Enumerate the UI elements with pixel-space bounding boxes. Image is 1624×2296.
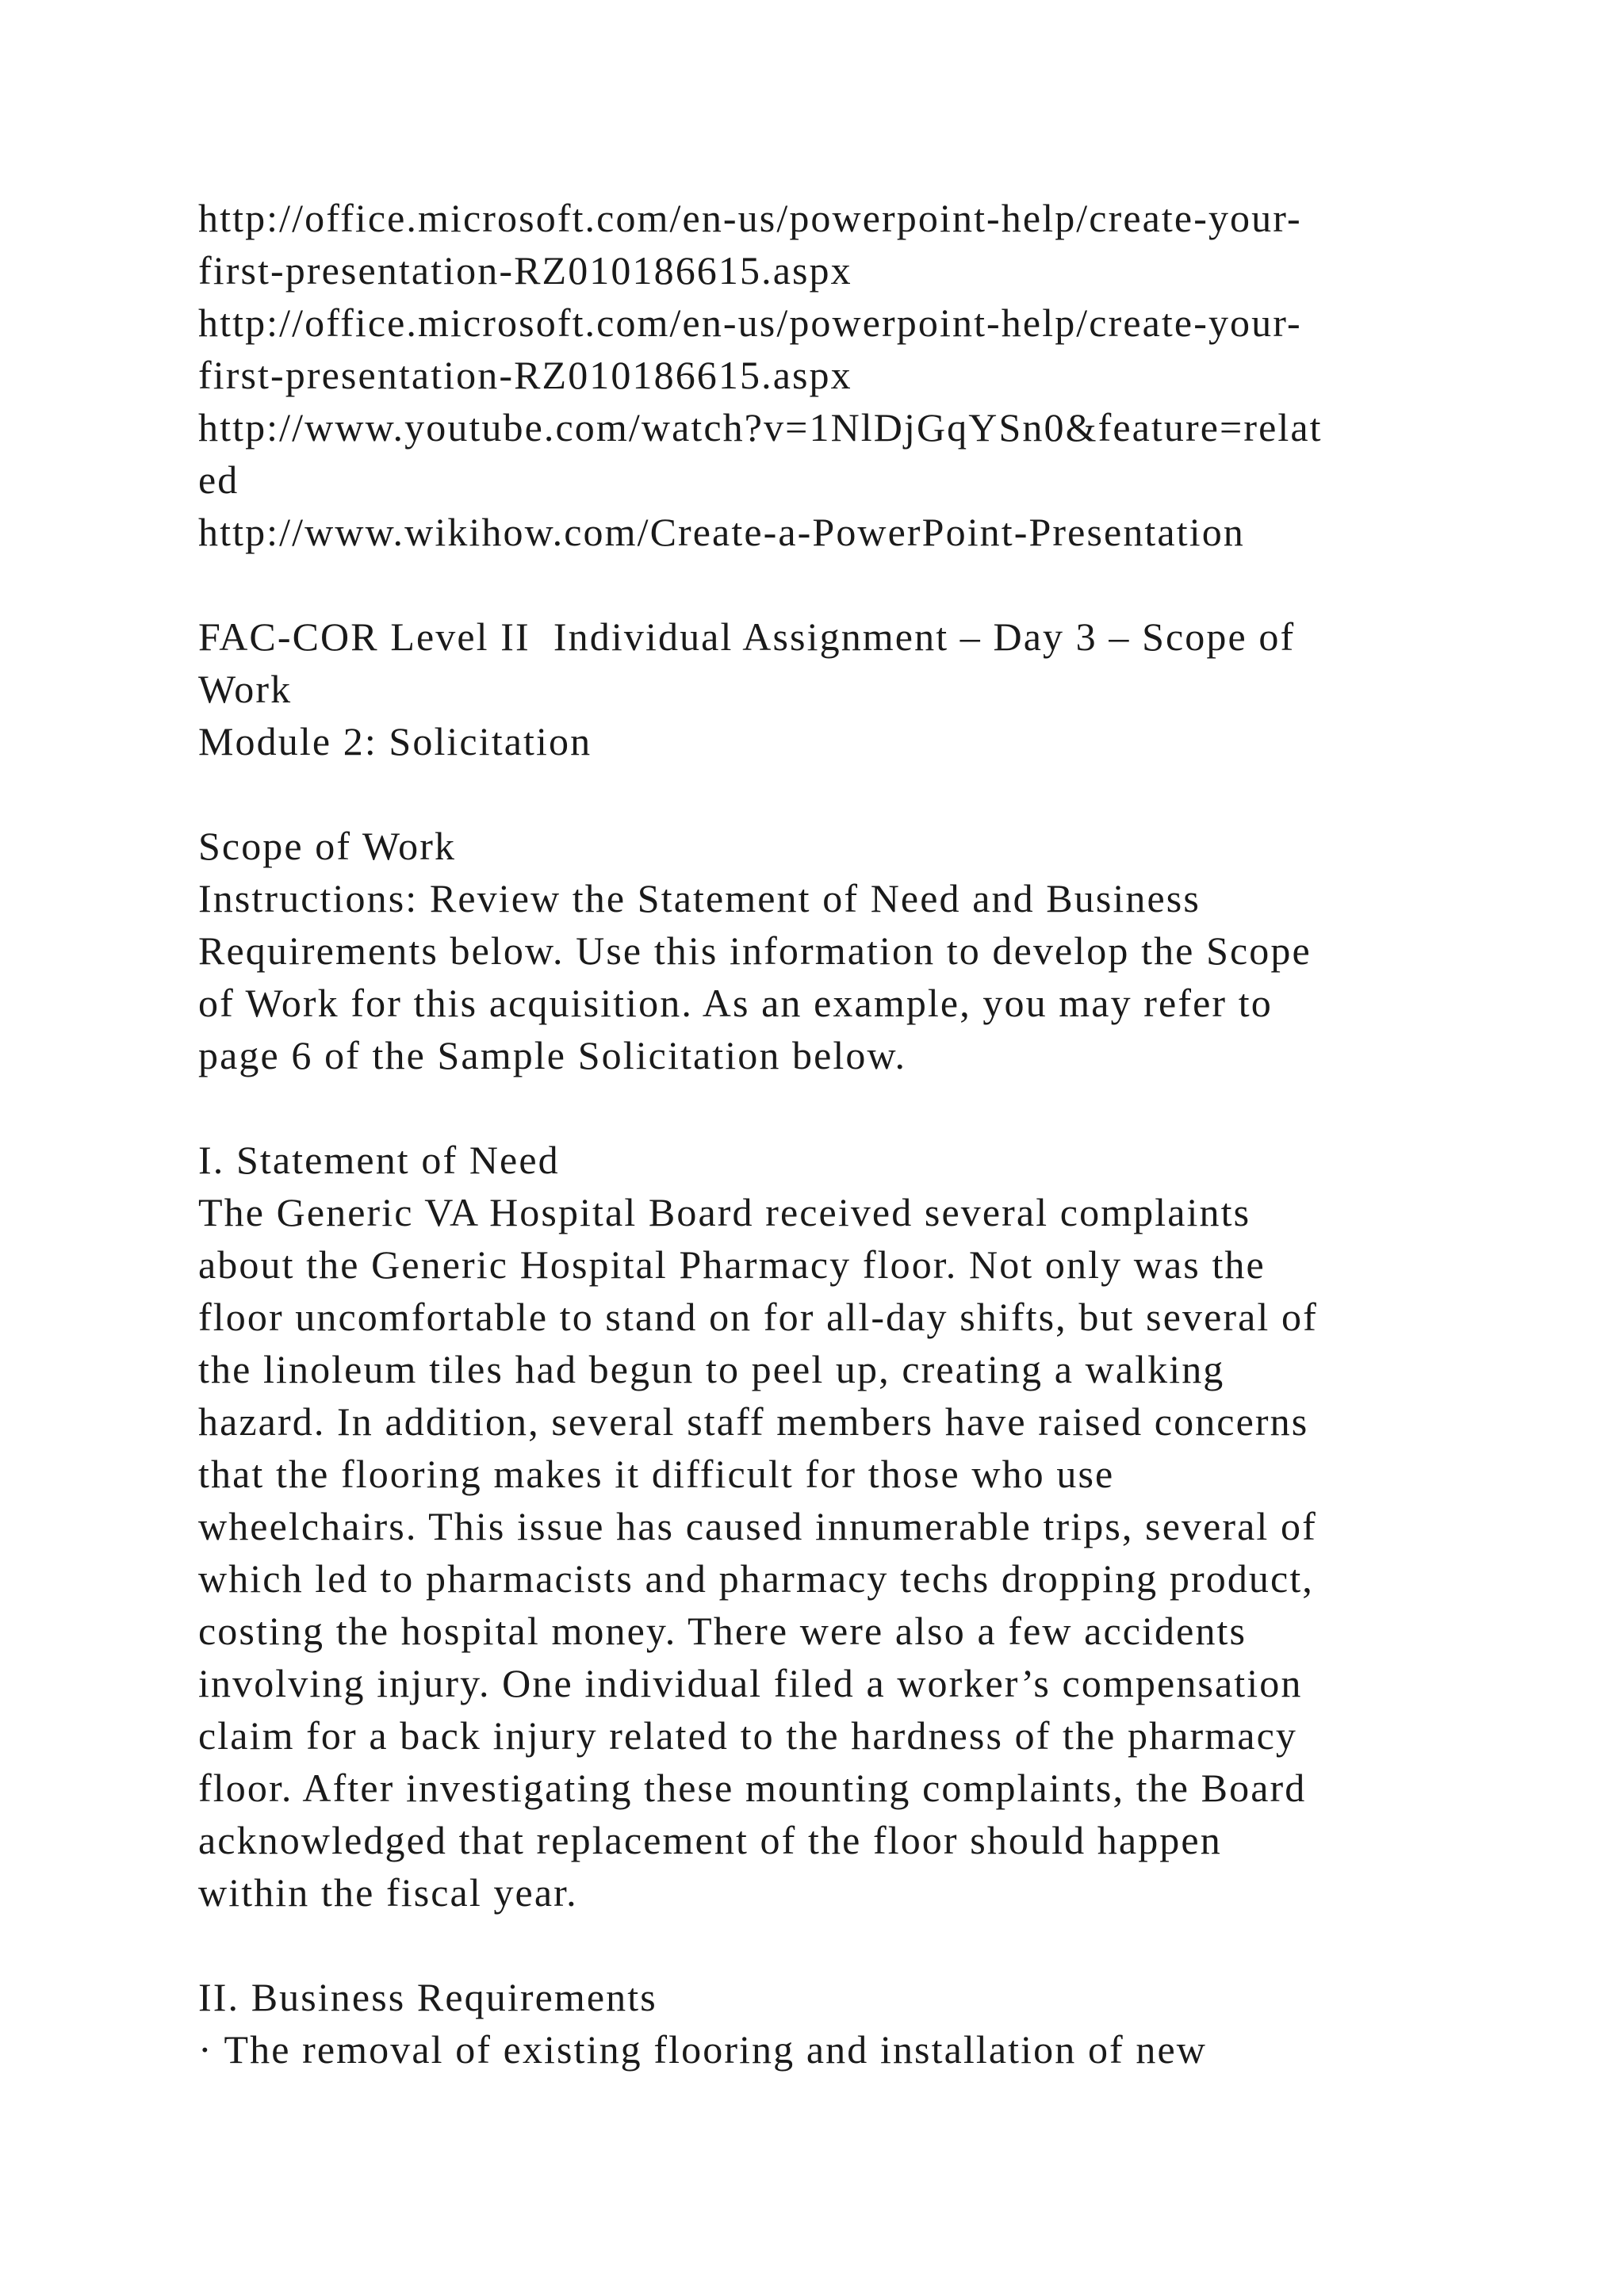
section-title-scope: Scope of Work — [198, 824, 457, 868]
statement-line: the linoleum tiles had begun to peel up, creating a walking — [198, 1347, 1225, 1391]
link-line[interactable]: http://www.youtube.com/watch?v=1NlDjGqYSn0&feature=relat — [198, 405, 1323, 450]
statement-line: within the fiscal year. — [198, 1870, 578, 1915]
statement-line: costing the hospital money. There were also a few accidents — [198, 1609, 1247, 1653]
requirement-bullet: · The removal of existing flooring and installation of new — [198, 2027, 1207, 2072]
instructions-line: Requirements below. Use this information to develop the Scope — [198, 928, 1312, 973]
instructions-line: of Work for this acquisition. As an example, you may refer to — [198, 981, 1273, 1025]
instructions-line: Instructions: Review the Statement of Need and Business — [198, 876, 1201, 920]
link-line[interactable]: http://office.microsoft.com/en-us/powerpoint-help/create-your- — [198, 196, 1302, 240]
document-body — [198, 192, 1530, 2076]
statement-line: that the flooring makes it difficult for those who use — [198, 1452, 1115, 1496]
link-line[interactable]: http://www.wikihow.com/Create-a-PowerPoint-Presentation — [198, 510, 1245, 554]
statement-line: acknowledged that replacement of the floor should happen — [198, 1818, 1222, 1862]
link-line[interactable]: ed — [198, 457, 239, 502]
assignment-heading: FAC-COR Level II Individual Assignment – Day 3 – Scope of — [198, 614, 1296, 659]
statement-line: hazard. In addition, several staff members have raised concerns — [198, 1399, 1309, 1444]
section-title-business-requirements: II. Business Requirements — [198, 1975, 657, 2019]
statement-line: wheelchairs. This issue has caused innumerable trips, several of — [198, 1504, 1317, 1548]
statement-line: about the Generic Hospital Pharmacy floor. Not only was the — [198, 1242, 1266, 1287]
statement-line: claim for a back injury related to the hardness of the pharmacy — [198, 1713, 1297, 1758]
paragraph-spacer — [198, 1081, 1530, 1134]
statement-line: floor uncomfortable to stand on for all-day shifts, but several of — [198, 1295, 1318, 1339]
statement-line: The Generic VA Hospital Board received several complaints — [198, 1190, 1251, 1234]
statement-line: which led to pharmacists and pharmacy techs dropping product, — [198, 1556, 1314, 1601]
assignment-heading: Work — [198, 667, 293, 711]
statement-line: involving injury. One individual filed a worker’s compensation — [198, 1661, 1303, 1705]
section-title-statement-of-need: I. Statement of Need — [198, 1138, 560, 1182]
paragraph-spacer — [198, 558, 1530, 610]
link-line[interactable]: http://office.microsoft.com/en-us/powerpoint-help/create-your- — [198, 300, 1302, 345]
module-title: Module 2: Solicitation — [198, 719, 592, 763]
paragraph-spacer — [198, 767, 1530, 820]
statement-line: floor. After investigating these mounting complaints, the Board — [198, 1766, 1307, 1810]
link-line[interactable]: first-presentation-RZ010186615.aspx — [198, 353, 852, 397]
paragraph-spacer — [198, 1919, 1530, 1971]
instructions-line: page 6 of the Sample Solicitation below. — [198, 1033, 907, 1077]
link-line[interactable]: first-presentation-RZ010186615.aspx — [198, 248, 852, 293]
